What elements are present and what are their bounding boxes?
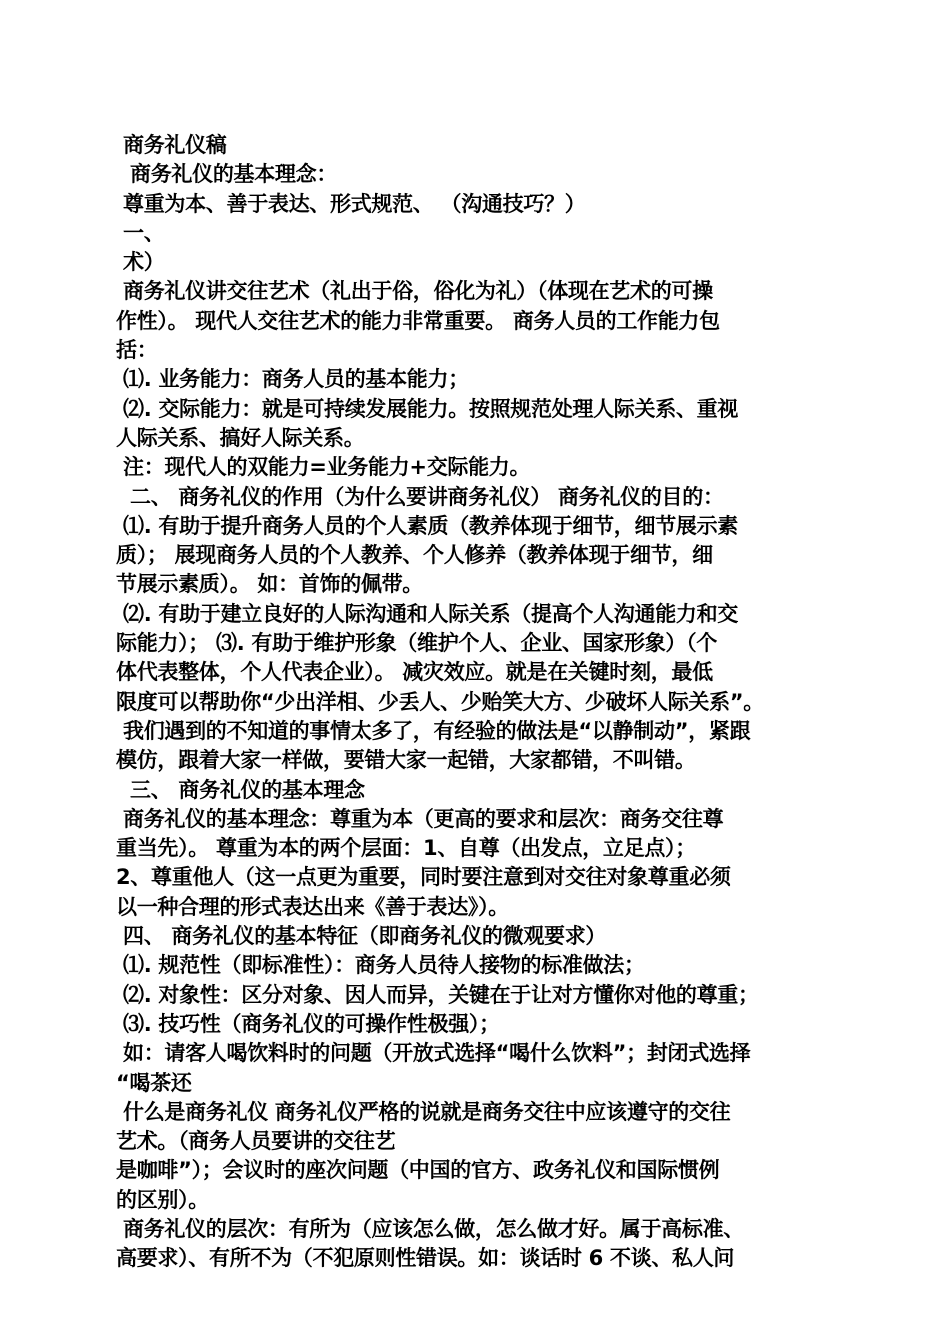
text-line: 高要求）、有所不为（不犯原则性错误。如：谈话时 6 不谈、私人问 — [116, 1246, 735, 1271]
text-line: 如：请客人喝饮料时的问题（开放式选择“喝什么饮料”；封闭式选择 — [116, 1041, 751, 1066]
text-line: 尊重为本、善于表达、形式规范、 （沟通技巧？） — [116, 191, 586, 216]
document-title: 商务礼仪稿 — [116, 133, 227, 157]
text-line: 术） — [116, 250, 165, 275]
document-body — [116, 131, 840, 1274]
list-item: ⑴. 规范性（即标准性）：商务人员待人接物的标准做法； — [116, 953, 645, 978]
text-line: “喝茶还 — [116, 1070, 192, 1095]
section-heading: 四、 商务礼仪的基本特征（即商务礼仪的微观要求） — [116, 924, 607, 949]
text-line: 模仿，跟着大家一样做，要错大家一起错，大家都错，不叫错。 — [116, 748, 696, 773]
list-item: ⑵. 有助于建立良好的人际沟通和人际关系（提高个人沟通能力和交 — [116, 601, 738, 626]
text-line: 括： — [116, 338, 158, 363]
text-line: 以一种合理的形式表达出来《善于表达》）。 — [116, 894, 509, 919]
text-line: 人际关系、搞好人际关系。 — [116, 425, 365, 450]
text-line: 作性）。 现代人交往艺术的能力非常重要。 商务人员的工作能力包 — [116, 308, 720, 333]
text-line: 商务礼仪的基本理念： — [116, 162, 338, 187]
text-line: 艺术。（商务人员要讲的交往艺 — [116, 1129, 396, 1154]
text-line: 什么是商务礼仪 商务礼仪严格的说就是商务交往中应该遵守的交往 — [116, 1099, 731, 1124]
note-line: 注：现代人的双能力=业务能力+交际能力。 — [116, 455, 531, 480]
text-line: 质）； 展现商务人员的个人教养、个人修养（教养体现于细节，细 — [116, 543, 713, 568]
text-line: 节展示素质）。 如：首饰的佩带。 — [116, 572, 424, 597]
text-line: 2、尊重他人（这一点更为重要，同时要注意到对交往对象尊重必须 — [116, 865, 731, 890]
list-item: ⑴. 有助于提升商务人员的个人素质（教养体现于细节，细节展示素 — [116, 513, 738, 538]
text-line: 限度可以帮助你“少出洋相、少丢人、少贻笑大方、少破坏人际关系”。 — [116, 689, 765, 714]
text-line: 我们遇到的不知道的事情太多了，有经验的做法是“以静制动”，紧跟 — [116, 718, 751, 743]
text-line: 际能力）； ⑶. 有助于维护形象（维护个人、企业、国家形象）（个 — [116, 631, 717, 656]
list-item: ⑴. 业务能力：商务人员的基本能力； — [116, 367, 469, 392]
section-heading: 二、 商务礼仪的作用（为什么要讲商务礼仪） 商务礼仪的目的： — [116, 484, 724, 509]
text-line: 的区别）。 — [116, 1187, 209, 1212]
section-heading: 一、 — [116, 220, 165, 245]
text-line: 商务礼仪的基本理念：尊重为本（更高的要求和层次：商务交往尊 — [116, 806, 724, 831]
list-item: ⑵. 对象性：区分对象、因人而异，关键在于让对方懂你对他的尊重； — [116, 982, 759, 1007]
text-line: 体代表整体，个人代表企业）。 减灾效应。就是在关键时刻，最低 — [116, 660, 713, 685]
text-line: 商务礼仪的层次：有所为（应该怎么做，怎么做才好。属于高标准、 — [116, 1216, 745, 1241]
list-item: ⑶. 技巧性（商务礼仪的可操作性极强）； — [116, 1011, 500, 1036]
section-heading: 三、 商务礼仪的基本理念 — [116, 777, 365, 802]
text-line: 商务礼仪讲交往艺术（礼出于俗，俗化为礼）（体现在艺术的可操 — [116, 279, 713, 304]
text-line: 是咖啡”）；会议时的座次问题（中国的官方、政务礼仪和国际惯例 — [116, 1158, 720, 1183]
list-item: ⑵. 交际能力：就是可持续发展能力。按照规范处理人际关系、重视 — [116, 396, 738, 421]
text-line: 重当先）。 尊重为本的两个层面：1、自尊（出发点，立足点）； — [116, 836, 696, 861]
